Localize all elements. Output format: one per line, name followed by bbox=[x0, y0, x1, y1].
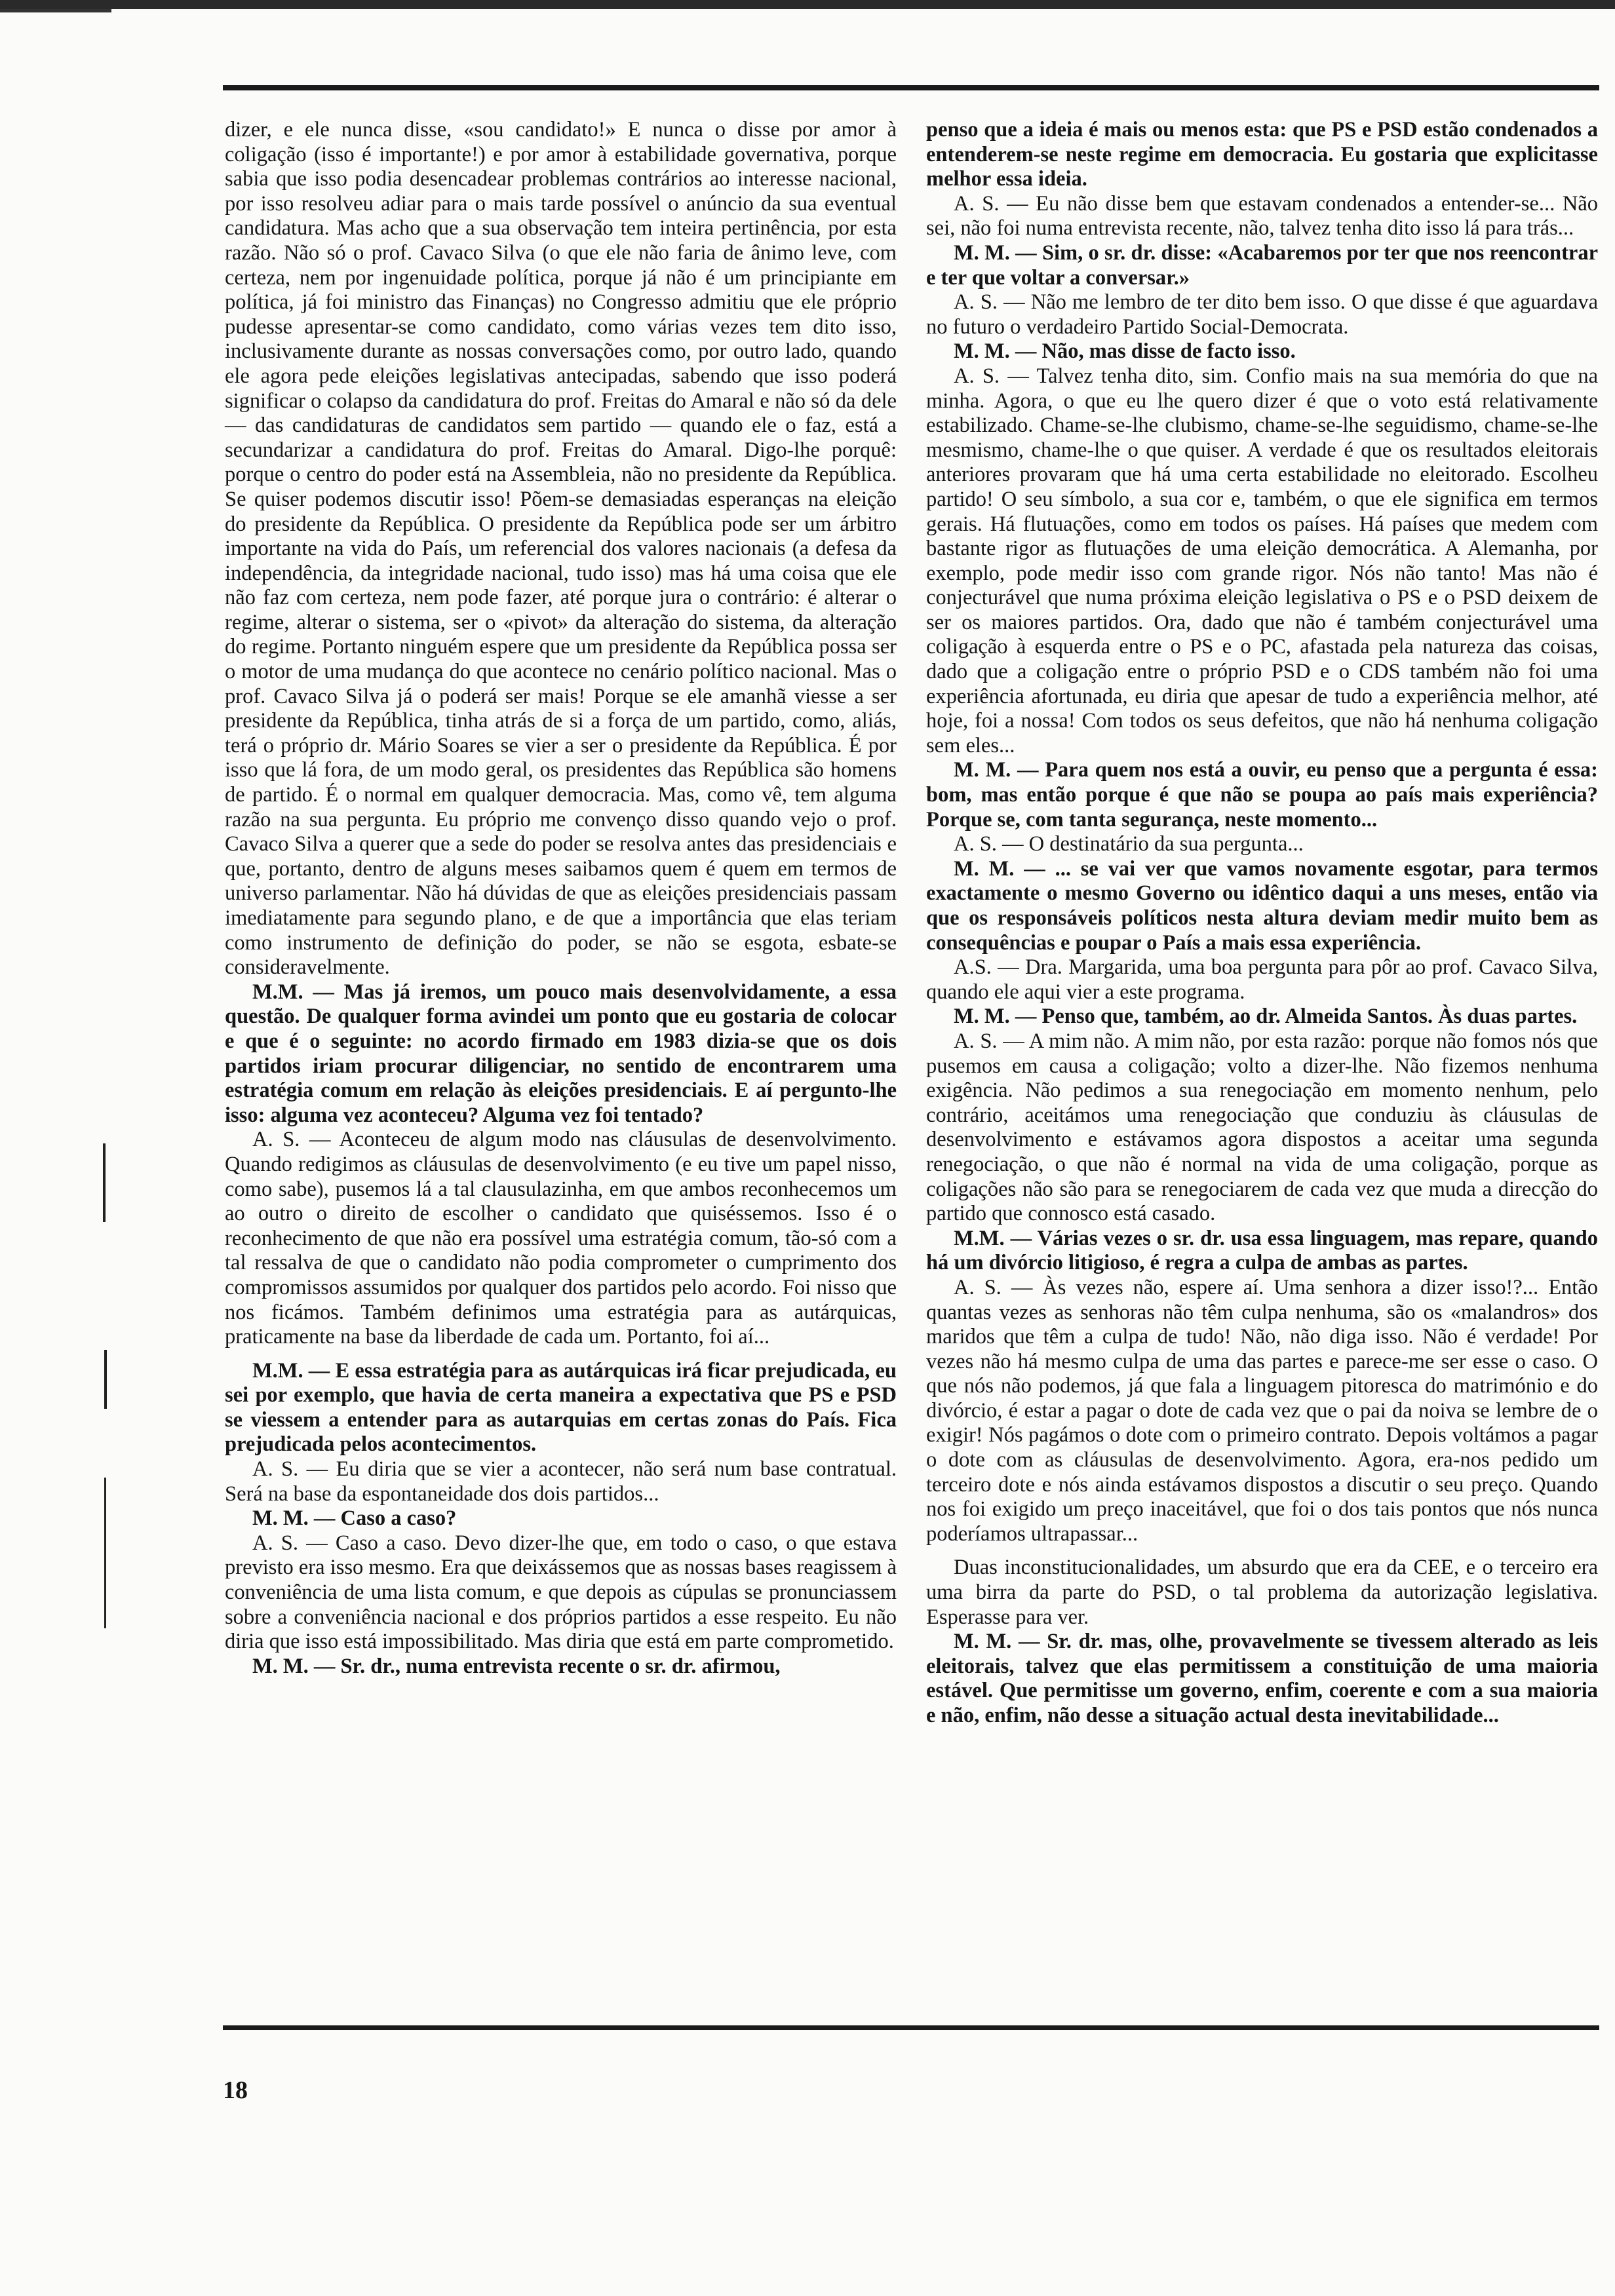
interviewee-answer: A. S. — Não me lembro de ter dito bem isso. O que disse é que aguardava no futuro o verdadeiro Partido Social-Democrata. bbox=[926, 290, 1598, 339]
interviewee-answer: Duas inconstitucionalidades, um absurdo que era da CEE, e o terceiro era uma birra da parte do PSD, o tal problema da autorização legislativa. Esperasse para ver. bbox=[926, 1556, 1598, 1629]
margin-mark bbox=[103, 1143, 106, 1222]
interviewee-answer: dizer, e ele nunca disse, «sou candidato!» E nunca o disse por amor à coligação (isso é importante!) e por amor à estabilidade governativa, porque sabia que isso podia desencadear problemas contrários ao interesse nacional, por isso resolveu adiar para o mais tarde possível o anúncio da sua eventual candidatura. Mas acho que a sua observação tem inteira pertinência, por esta razão. Não só o prof. Cavaco Silva (o que ele não faria de ânimo leve, com certeza, nem por ingenuidade política, porque já não é um principiante em política, já foi ministro das Finanças) no Congresso admitiu que ele próprio pudesse apresentar-se como candidato, como várias vezes tem dito isso, inclusivamente durante as nossas conversações como, por outro lado, quando ele agora pede eleições legislativas antecipadas, sabendo que isso poderá significar o colapso da candidatura do prof. Freitas do Amaral e não só da dele — das candidaturas de candidatos sem partido — quando ele o faz, está a secundarizar a candidatura do prof. Freitas do Amaral. Digo-lhe porquê: porque o centro do poder está na Assembleia, não no presidente da República. Se quiser podemos discutir isso! Põem-se demasiadas esperanças na eleição do presidente da República. O presidente da República pode ser um árbitro importante na vida do País, um referencial dos valores nacionais (a defesa da independência, da integridade nacional, tudo isso) mas há uma coisa que ele não faz com certeza, nem pode fazer, até porque jura o contrário: é alterar o regime, alterar o sistema, ser o «pivot» da alteração do sistema, da alteração do regime. Portanto ninguém espere que um presidente da República possa ser o motor de uma mudança do que acontece no cenário político nacional. Mas o prof. Cavaco Silva já o poderá ser mais! Porque se ele amanhã viesse a ser presidente da República, tinha atrás de si a força de um partido, como, aliás, terá o próprio dr. Mário Soares se vier a ser o presidente da República. É por isso que lá fora, de um modo geral, os presidentes das República são homens de partido. É o normal em qualquer democracia. Mas, como vê, tem alguma razão na sua pergunta. Eu próprio me convenço disso quando vejo o prof. Cavaco Silva a querer que a sede do poder se resolva antes das presidenciais e que, portanto, dentro de alguns meses saibamos quem é quem em termos de universo parlamentar. Não há dúvidas de que as eleições presidenciais passam imediatamente para segundo plano, e de que a importância que elas teriam como instrumento de definição do poder, se não se esgota, esbate-se consideravelmente. bbox=[225, 118, 897, 980]
interviewer-question: M. M. — ... se vai ver que vamos novamente esgotar, para termos exactamente o mesmo Governo ou idêntico daqui a uns meses, então via que os responsáveis políticos nesta altura deviam medir muito bem as consequências e poupar o País a mais essa experiência. bbox=[926, 856, 1598, 955]
interviewer-question: M.M. — Mas já iremos, um pouco mais desenvolvidamente, a essa questão. De qualquer forma avindei um ponto que eu gostaria de colocar e que é o seguinte: no acordo firmado em 1983 dizia-se que os dois partidos iriam procurar diligenciar, no sentido de encontrarem uma estratégia comum em relação às eleições presidenciais. E aí pergunto-lhe isso: alguma vez aconteceu? Alguma vez foi tentado? bbox=[225, 980, 897, 1127]
interviewer-question: M. M. — Sr. dr. mas, olhe, provavelmente se tivessem alterado as leis eleitorais, talvez que elas permitissem a constituição de uma maioria estável. Que permitisse um governo, enfim, coerente e com a sua maioria e não, enfim, não desse a situação actual desta inevitabilidade... bbox=[926, 1630, 1598, 1727]
interviewee-answer: A. S. — A mim não. A mim não, por esta razão: porque não fomos nós que pusemos em causa a coligação; volto a dizer-lhe. Não fizemos nenhuma exigência. Não pedimos a sua renegociação em momento nenhum, pelo contrário, aceitámos uma renegociação que conduziu às cláusulas de desenvolvimento e estávamos agora dispostos a aceitar uma segunda renegociação, o que não é normal na vida de uma coligação, porque as coligações não são para se renegociarem de cada vez que muda a direcção do partido que connosco está casado. bbox=[926, 1029, 1598, 1226]
interviewee-answer: A. S. — Eu não disse bem que estavam condenados a entender-se... Não sei, não foi numa entrevista recente, não, talvez tenha dito isso lá para trás... bbox=[926, 191, 1598, 240]
margin-mark bbox=[104, 1350, 107, 1409]
interviewer-question: M. M. — Sr. dr., numa entrevista recente o sr. dr. afirmou, bbox=[252, 1654, 781, 1678]
interviewee-answer: A. S. — Aconteceu de algum modo nas cláusulas de desenvolvimento. Quando redigimos as cláusulas de desenvolvimento (e eu tive um papel nisso, como sabe), pusemos lá a tal clausulazinha, em que ambos reconhecemos um ao outro o direito de escolher o candidato que quiséssemos. Isso é o reconhecimento de que não era possível uma estratégia comum, tão-só com a tal ressalva de que o candidato não podia comprometer o cumprimento dos compromissos assumidos por qualquer dos partidos pelo acordo. Foi nisso que nos ficámos. Também definimos uma estratégia para as autárquicas, praticamente na base da liberdade de cada um. Portanto, foi aí... bbox=[225, 1128, 897, 1349]
interviewer-question: M. M. — Não, mas disse de facto isso. bbox=[954, 339, 1296, 364]
interviewee-answer: A. S. — Eu diria que se vier a acontecer, não será num base contratual. Será na base da espontaneidade dos dois partidos... bbox=[225, 1457, 897, 1506]
margin-mark bbox=[104, 1478, 106, 1628]
footer-rule bbox=[223, 2025, 1599, 2030]
interviewer-question: M. M. — Para quem nos está a ouvir, eu penso que a pergunta é essa: bom, mas então porque é que não se poupa ao país mais experiência? Porque se, com tanta segurança, neste momento... bbox=[926, 758, 1598, 832]
interviewee-answer: A.S. — Dra. Margarida, uma boa pergunta para pôr ao prof. Cavaco Silva, quando ele aqui vier a este programa. bbox=[926, 955, 1598, 1004]
interviewer-question: M.M. — Várias vezes o sr. dr. usa essa linguagem, mas repare, quando há um divórcio litigioso, é regra a culpa de ambas as partes. bbox=[926, 1226, 1598, 1275]
scan-edge-left bbox=[0, 9, 111, 12]
left-column bbox=[225, 118, 897, 1679]
interviewee-answer: A. S. — Talvez tenha dito, sim. Confio mais na sua memória do que na minha. Agora, o que eu lhe quero dizer é que o voto está relativamente estabilizado. Chame-se-lhe clubismo, chame-se-lhe seguidismo, chame-se-lhe mesmismo, chame-lhe o que quiser. A verdade é que os resultados eleitorais anteriores provaram que há uma certa estabilidade no eleitorado. Escolheu partido! O seu símbolo, a sua cor e, também, o que ele significa em termos gerais. Há flutuações, como em todos os países. Há países que medem com bastante rigor as flutuações de uma eleição democrática. A Alemanha, por exemplo, pode medir isso com grande rigor. Nós não tanto! Mas não é conjecturável que numa próxima eleição legislativa o PS e o PSD deixem de ser os maiores partidos. Ora, dado que não é também conjecturável uma coligação à esquerda entre o PS e o PC, afastada pela natureza das coisas, dado que a coligação entre o próprio PSD e o CDS também não foi uma experiência afortunada, eu diria que apesar de tudo a experiência melhor, até hoje, foi a nossa! Com todos os seus defeitos, que não há nenhuma coligação sem eles... bbox=[926, 364, 1598, 757]
scan-edge bbox=[0, 0, 1615, 9]
interviewer-question: M. M. — Penso que, também, ao dr. Almeida Santos. Às duas partes. bbox=[954, 1004, 1578, 1029]
interviewer-question: M. M. — Caso a caso? bbox=[252, 1506, 457, 1531]
header-rule bbox=[223, 85, 1599, 90]
interviewer-question: M. M. — Sim, o sr. dr. disse: «Acabaremos por ter que nos reencontrar e ter que voltar a conversar.» bbox=[926, 240, 1598, 290]
interviewer-question: penso que a ideia é mais ou menos esta: que PS e PSD estão condenados a entenderem-se neste regime em democracia. Eu gostaria que explicitasse melhor essa ideia. bbox=[926, 118, 1598, 191]
right-column bbox=[926, 118, 1598, 1729]
interviewee-answer: A. S. — Às vezes não, espere aí. Uma senhora a dizer isso!?... Então quantas vezes as senhoras não têm culpa nenhuma, são os «malandros» dos maridos que têm a culpa de tudo! Não, não diga isso. Não é verdade! Por vezes não há mesmo culpa de uma das partes e parece-me ser esse o caso. O que nós não podemos, já que fala a linguagem pitoresca do matrimónio e do divórcio, é estar a pagar o dote de cada vez que o pai da noiva se lembre de o exigir! Nós pagámos o dote com o primeiro contrato. Depois voltámos a pagar o dote com as cláusulas de desenvolvimento. Agora, era-nos pedido um terceiro dote e nós ainda estávamos dispostos a discutir o seu preço. Quando nos foi exigido um preço inaceitável, que foi o dos tais pontos que nós nunca poderíamos ultrapassar... bbox=[926, 1275, 1598, 1546]
page-number: 18 bbox=[223, 2076, 248, 2104]
interviewee-answer: A. S. — Caso a caso. Devo dizer-lhe que, em todo o caso, o que estava previsto era isso mesmo. Era que deixássemos que as nossas bases reagissem à conveniência de uma lista comum, e que depois as cúpulas se pronunciassem sobre a conveniência nacional e dos próprios partidos a esse respeito. Eu não diria que isso está impossibilitado. Mas diria que está em parte comprometido. bbox=[225, 1531, 897, 1654]
interviewer-question: M.M. — E essa estratégia para as autárquicas irá ficar prejudicada, eu sei por exemplo, que havia de certa maneira a expectativa que PS e PSD se viessem a entender para as autarquias em certas zonas do País. Fica prejudicada pelos acontecimentos. bbox=[225, 1358, 897, 1457]
interviewee-answer: A. S. — O destinatário da sua pergunta... bbox=[954, 832, 1304, 856]
